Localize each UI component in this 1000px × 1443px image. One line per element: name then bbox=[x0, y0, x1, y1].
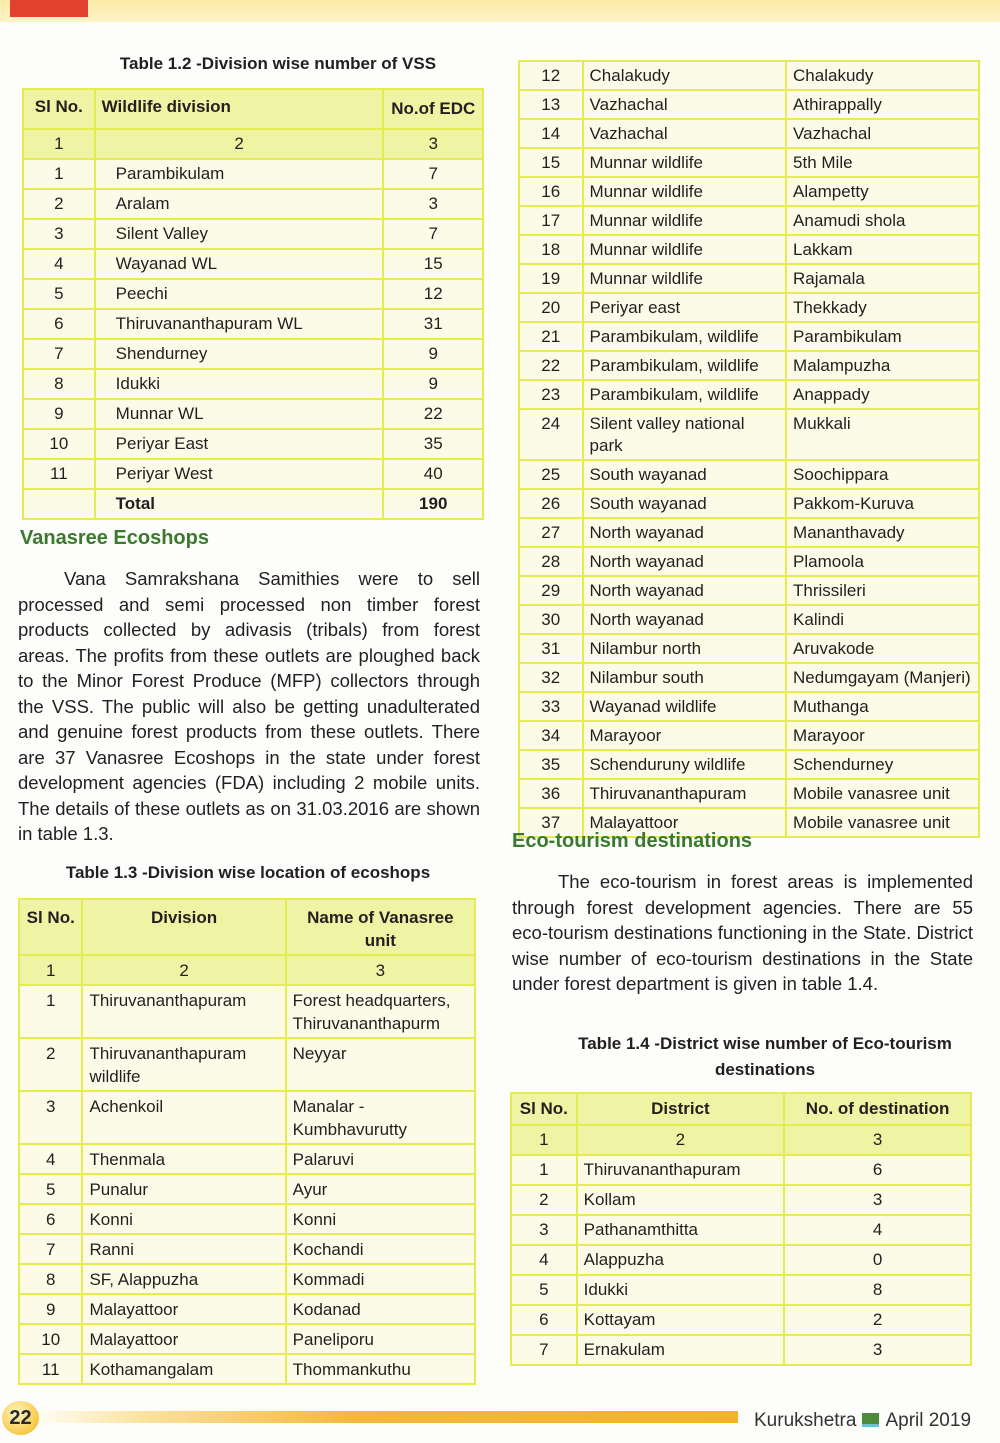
vanasree-unit-cell: Anamudi shola bbox=[786, 206, 979, 235]
sl-no-cell: 32 bbox=[519, 663, 583, 692]
wildlife-division-cell: Aralam bbox=[95, 189, 384, 219]
vanasree-unit-cell: Alampetty bbox=[786, 177, 979, 206]
sl-no-cell: 9 bbox=[23, 399, 95, 429]
division-cell: Chalakudy bbox=[583, 61, 787, 90]
sl-no-cell: 8 bbox=[19, 1264, 82, 1294]
vanasree-unit-cell: Paneliporu bbox=[286, 1324, 475, 1354]
magazine-name: Kurukshetra bbox=[754, 1410, 857, 1431]
wildlife-division-cell: Periyar East bbox=[95, 429, 384, 459]
vanasree-unit-cell: Soochippara bbox=[786, 460, 979, 489]
sl-no-cell: 5 bbox=[19, 1174, 82, 1204]
destination-count-cell: 4 bbox=[784, 1215, 971, 1245]
wildlife-division-cell: Idukki bbox=[95, 369, 384, 399]
table-row bbox=[519, 605, 979, 634]
division-cell: South wayanad bbox=[583, 460, 787, 489]
wildlife-division-cell: Wayanad WL bbox=[95, 249, 384, 279]
ecoshops-paragraph bbox=[18, 566, 480, 847]
wildlife-division-cell: Munnar WL bbox=[95, 399, 384, 429]
sl-no-cell: 4 bbox=[19, 1144, 82, 1174]
division-cell: Wayanad wildlife bbox=[583, 692, 787, 721]
table-row bbox=[511, 1215, 971, 1245]
sl-no-cell: 14 bbox=[519, 119, 583, 148]
table-row bbox=[23, 369, 483, 399]
district-cell: Kottayam bbox=[577, 1305, 784, 1335]
vanasree-unit-cell: Vazhachal bbox=[786, 119, 979, 148]
square-separator-icon bbox=[862, 1413, 879, 1427]
division-cell: North wayanad bbox=[583, 518, 787, 547]
total-value: 190 bbox=[383, 489, 483, 519]
district-cell: Pathanamthitta bbox=[577, 1215, 784, 1245]
sl-no-cell: 6 bbox=[19, 1204, 82, 1234]
table-header-row bbox=[511, 1093, 971, 1125]
column-number-cell: 2 bbox=[95, 129, 384, 159]
header-division: Division bbox=[82, 899, 285, 955]
sl-no-cell: 7 bbox=[23, 339, 95, 369]
table-header-row bbox=[23, 89, 483, 129]
table-row bbox=[19, 1144, 475, 1174]
sl-no-cell: 6 bbox=[511, 1305, 577, 1335]
edc-count-cell: 12 bbox=[383, 279, 483, 309]
edc-count-cell: 7 bbox=[383, 219, 483, 249]
table-row bbox=[19, 1324, 475, 1354]
table-row bbox=[519, 460, 979, 489]
division-cell: North wayanad bbox=[583, 576, 787, 605]
destination-count-cell: 2 bbox=[784, 1305, 971, 1335]
top-red-accent bbox=[10, 0, 88, 17]
table-row bbox=[19, 1234, 475, 1264]
wildlife-division-cell: Periyar West bbox=[95, 459, 384, 489]
division-cell: Vazhachal bbox=[583, 119, 787, 148]
wildlife-division-cell: Shendurney bbox=[95, 339, 384, 369]
division-cell: Thiruvananthapuram bbox=[82, 985, 285, 1038]
edc-count-cell: 9 bbox=[383, 369, 483, 399]
sl-no-cell: 10 bbox=[23, 429, 95, 459]
column-number-cell: 3 bbox=[286, 955, 475, 985]
wildlife-division-cell: Parambikulam bbox=[95, 159, 384, 189]
total-label: Total bbox=[95, 489, 384, 519]
vanasree-unit-cell: Malampuzha bbox=[786, 351, 979, 380]
table-row bbox=[519, 779, 979, 808]
division-cell: Parambikulam, wildlife bbox=[583, 322, 787, 351]
division-cell: Punalur bbox=[82, 1174, 285, 1204]
sl-no-cell: 2 bbox=[23, 189, 95, 219]
sl-no-cell: 26 bbox=[519, 489, 583, 518]
table-1-3-title: Table 1.3 -Division wise location of ecoshops bbox=[65, 863, 431, 882]
table-row bbox=[519, 576, 979, 605]
vanasree-unit-cell: Palaruvi bbox=[286, 1144, 475, 1174]
section-heading-eco-tourism: Eco-tourism destinations bbox=[512, 830, 753, 852]
table-1-2-title: Table 1.2 -Division wise number of VSS bbox=[119, 54, 437, 73]
table-row bbox=[23, 459, 483, 489]
vanasree-unit-cell: Kochandi bbox=[286, 1234, 475, 1264]
division-cell: Malayattoor bbox=[82, 1294, 285, 1324]
sl-no-cell: 25 bbox=[519, 460, 583, 489]
column-number-cell: 1 bbox=[23, 129, 95, 159]
wildlife-division-cell: Peechi bbox=[95, 279, 384, 309]
division-cell: Malayattoor bbox=[82, 1324, 285, 1354]
column-number-cell: 3 bbox=[784, 1125, 971, 1155]
vanasree-unit-cell: Plamoola bbox=[786, 547, 979, 576]
sl-no-cell: 12 bbox=[519, 61, 583, 90]
table-row bbox=[23, 159, 483, 189]
vanasree-unit-cell: Thrissileri bbox=[786, 576, 979, 605]
table-row bbox=[19, 1294, 475, 1324]
sl-no-cell: 27 bbox=[519, 518, 583, 547]
vanasree-unit-cell: Ayur bbox=[286, 1174, 475, 1204]
table-row bbox=[519, 322, 979, 351]
table-row bbox=[23, 339, 483, 369]
vanasree-unit-cell: Schendurney bbox=[786, 750, 979, 779]
vanasree-unit-cell: Mukkali bbox=[786, 409, 979, 460]
table-row bbox=[511, 1185, 971, 1215]
table-row bbox=[511, 1245, 971, 1275]
sl-no-cell: 23 bbox=[519, 380, 583, 409]
column-number-row bbox=[23, 129, 483, 159]
vanasree-unit-cell: Aruvakode bbox=[786, 634, 979, 663]
destination-count-cell: 8 bbox=[784, 1275, 971, 1305]
table-row bbox=[519, 721, 979, 750]
page-number-badge: 22 bbox=[2, 1401, 39, 1435]
sl-no-cell: 18 bbox=[519, 235, 583, 264]
table-row bbox=[19, 1354, 475, 1384]
table-row bbox=[511, 1155, 971, 1185]
sl-no-cell: 13 bbox=[519, 90, 583, 119]
table-row bbox=[19, 1264, 475, 1294]
table-row bbox=[19, 1091, 475, 1144]
column-number-cell: 2 bbox=[577, 1125, 784, 1155]
destination-count-cell: 3 bbox=[784, 1185, 971, 1215]
sl-no-cell: 7 bbox=[511, 1335, 577, 1365]
table-row bbox=[519, 148, 979, 177]
sl-no-cell: 1 bbox=[19, 985, 82, 1038]
ecotourism-paragraph-text: The eco-tourism in forest areas is implemented through forest development agencies. There are 55 eco-tourism destinations functioning in the State. District wise number of eco-tourism destinations in the State under forest department is given in table 1.4. bbox=[512, 871, 973, 994]
sl-no-cell: 7 bbox=[19, 1234, 82, 1264]
sl-no-cell: 33 bbox=[519, 692, 583, 721]
column-number-cell: 1 bbox=[19, 955, 82, 985]
sl-no-cell: 8 bbox=[23, 369, 95, 399]
division-cell: Konni bbox=[82, 1204, 285, 1234]
table-row bbox=[519, 235, 979, 264]
division-cell: Achenkoil bbox=[82, 1091, 285, 1144]
sl-no-cell: 11 bbox=[19, 1354, 82, 1384]
sl-no-cell: 2 bbox=[511, 1185, 577, 1215]
table-row bbox=[519, 206, 979, 235]
division-cell: North wayanad bbox=[583, 547, 787, 576]
division-cell: Thiruvananthapuram wildlife bbox=[82, 1038, 285, 1091]
header-sl-no: Sl No. bbox=[511, 1093, 577, 1125]
table-row bbox=[519, 90, 979, 119]
division-cell: Marayoor bbox=[583, 721, 787, 750]
sl-no-cell: 9 bbox=[19, 1294, 82, 1324]
wildlife-division-cell: Thiruvananthapuram WL bbox=[95, 309, 384, 339]
edc-count-cell: 15 bbox=[383, 249, 483, 279]
sl-no-cell: 3 bbox=[511, 1215, 577, 1245]
vanasree-unit-cell: Kodanad bbox=[286, 1294, 475, 1324]
column-number-cell: 3 bbox=[383, 129, 483, 159]
vanasree-unit-cell: Muthanga bbox=[786, 692, 979, 721]
sl-no-cell: 28 bbox=[519, 547, 583, 576]
table-row bbox=[519, 663, 979, 692]
header-sl-no: Sl No. bbox=[23, 89, 95, 129]
edc-count-cell: 7 bbox=[383, 159, 483, 189]
vanasree-unit-cell: Nedumgayam (Manjeri) bbox=[786, 663, 979, 692]
table-row bbox=[511, 1305, 971, 1335]
header-vanasree-unit: Name of Vanasree unit bbox=[286, 899, 475, 955]
division-cell: Nilambur north bbox=[583, 634, 787, 663]
vanasree-unit-cell: Thekkady bbox=[786, 293, 979, 322]
division-cell: Thenmala bbox=[82, 1144, 285, 1174]
division-cell: Thiruvananthapuram bbox=[583, 779, 787, 808]
sl-no-cell: 30 bbox=[519, 605, 583, 634]
sl-no-cell: 16 bbox=[519, 177, 583, 206]
sl-no-cell: 37 bbox=[519, 808, 583, 837]
vanasree-unit-cell: Konni bbox=[286, 1204, 475, 1234]
sl-no-cell: 5 bbox=[23, 279, 95, 309]
division-cell: Munnar wildlife bbox=[583, 235, 787, 264]
vanasree-unit-cell: Marayoor bbox=[786, 721, 979, 750]
destination-count-cell: 6 bbox=[784, 1155, 971, 1185]
destination-count-cell: 0 bbox=[784, 1245, 971, 1275]
footer-decorative-bar bbox=[38, 1411, 738, 1423]
vanasree-unit-cell: Parambikulam bbox=[786, 322, 979, 351]
division-cell: South wayanad bbox=[583, 489, 787, 518]
sl-no-cell: 3 bbox=[23, 219, 95, 249]
sl-no-cell: 4 bbox=[23, 249, 95, 279]
division-cell: Ranni bbox=[82, 1234, 285, 1264]
sl-no-cell: 10 bbox=[19, 1324, 82, 1354]
sl-no-cell: 4 bbox=[511, 1245, 577, 1275]
division-cell: Munnar wildlife bbox=[583, 206, 787, 235]
table-row bbox=[23, 279, 483, 309]
vanasree-unit-cell: Mobile vanasree unit bbox=[786, 808, 979, 837]
table-row bbox=[19, 1174, 475, 1204]
ecotourism-paragraph bbox=[512, 869, 973, 997]
district-cell: Ernakulam bbox=[577, 1335, 784, 1365]
table-1-4 bbox=[510, 1092, 972, 1366]
footer-masthead bbox=[754, 1410, 971, 1432]
sl-no-cell: 36 bbox=[519, 779, 583, 808]
sl-no-cell: 1 bbox=[511, 1155, 577, 1185]
table-row bbox=[519, 264, 979, 293]
table-1-3-continued bbox=[518, 60, 980, 838]
sl-no-cell: 1 bbox=[23, 159, 95, 189]
header-wildlife-division: Wildlife division bbox=[95, 89, 384, 129]
table-row bbox=[19, 1038, 475, 1091]
edc-count-cell: 22 bbox=[383, 399, 483, 429]
table-row bbox=[23, 309, 483, 339]
table-row bbox=[519, 547, 979, 576]
column-number-row bbox=[511, 1125, 971, 1155]
ecoshops-paragraph-text: Vana Samrakshana Samithies were to sell processed and semi processed non timber forest products collected by adivasis (tribals) from forest areas. The profits from these outlets are ploughed back to the Minor Forest Produce (MFP) collectors through the VSS. The public will also be getting unadulterated and genuine forest products from these outlets. There are 37 Vanasree Ecoshops in the state under forest development agencies (FDA) including 2 mobile units. The details of these outlets as on 31.03.2016 are shown in table 1.3. bbox=[18, 568, 480, 844]
issue-date: April 2019 bbox=[885, 1410, 972, 1431]
vanasree-unit-cell: Pakkom-Kuruva bbox=[786, 489, 979, 518]
division-cell: Periyar east bbox=[583, 293, 787, 322]
sl-no-cell: 17 bbox=[519, 206, 583, 235]
sl-no-cell: 24 bbox=[519, 409, 583, 460]
vanasree-unit-cell: Mobile vanasree unit bbox=[786, 779, 979, 808]
vanasree-unit-cell: Neyyar bbox=[286, 1038, 475, 1091]
header-sl-no: Sl No. bbox=[19, 899, 82, 955]
top-decorative-band bbox=[0, 0, 1000, 22]
division-cell: Munnar wildlife bbox=[583, 264, 787, 293]
table-1-2 bbox=[22, 88, 484, 520]
sl-no-cell: 34 bbox=[519, 721, 583, 750]
sl-no-cell: 21 bbox=[519, 322, 583, 351]
division-cell: Silent valley national park bbox=[583, 409, 787, 460]
district-cell: Kollam bbox=[577, 1185, 784, 1215]
column-number-row bbox=[19, 955, 475, 985]
sl-no-cell: 20 bbox=[519, 293, 583, 322]
table-row bbox=[519, 119, 979, 148]
sl-no-cell: 22 bbox=[519, 351, 583, 380]
division-cell: Parambikulam, wildlife bbox=[583, 380, 787, 409]
edc-count-cell: 31 bbox=[383, 309, 483, 339]
table-1-4-title: Table 1.4 -District wise number of Eco-tourism destinations bbox=[578, 1034, 952, 1079]
sl-no-cell: 2 bbox=[19, 1038, 82, 1091]
edc-count-cell: 9 bbox=[383, 339, 483, 369]
table-row bbox=[23, 429, 483, 459]
table-row bbox=[511, 1335, 971, 1365]
vanasree-unit-cell: Athirappally bbox=[786, 90, 979, 119]
header-no-of-edc: No.of EDC bbox=[383, 89, 483, 129]
vanasree-unit-cell: Manalar - Kumbhavurutty bbox=[286, 1091, 475, 1144]
vanasree-unit-cell: Kalindi bbox=[786, 605, 979, 634]
table-row bbox=[519, 518, 979, 547]
destination-count-cell: 3 bbox=[784, 1335, 971, 1365]
wildlife-division-cell: Silent Valley bbox=[95, 219, 384, 249]
sl-no-cell: 15 bbox=[519, 148, 583, 177]
table-row bbox=[519, 489, 979, 518]
total-row bbox=[23, 489, 483, 519]
vanasree-unit-cell: Mananthavady bbox=[786, 518, 979, 547]
sl-no-cell: 11 bbox=[23, 459, 95, 489]
table-header-row bbox=[19, 899, 475, 955]
table-row bbox=[519, 634, 979, 663]
edc-count-cell: 35 bbox=[383, 429, 483, 459]
table-1-3 bbox=[18, 898, 476, 1385]
column-number-cell: 2 bbox=[82, 955, 285, 985]
column-number-cell: 1 bbox=[511, 1125, 577, 1155]
header-district: District bbox=[577, 1093, 784, 1125]
vanasree-unit-cell: Kommadi bbox=[286, 1264, 475, 1294]
division-cell: Parambikulam, wildlife bbox=[583, 351, 787, 380]
division-cell: SF, Alappuzha bbox=[82, 1264, 285, 1294]
division-cell: North wayanad bbox=[583, 605, 787, 634]
table-row bbox=[519, 692, 979, 721]
division-cell: Vazhachal bbox=[583, 90, 787, 119]
vanasree-unit-cell: Rajamala bbox=[786, 264, 979, 293]
table-row bbox=[511, 1275, 971, 1305]
edc-count-cell: 40 bbox=[383, 459, 483, 489]
sl-no-cell: 29 bbox=[519, 576, 583, 605]
table-row bbox=[519, 177, 979, 206]
sl-no-cell: 3 bbox=[19, 1091, 82, 1144]
table-row bbox=[23, 249, 483, 279]
sl-no-cell: 6 bbox=[23, 309, 95, 339]
sl-no-cell: 19 bbox=[519, 264, 583, 293]
division-cell: Malayattoor bbox=[583, 808, 787, 837]
vanasree-unit-cell: Forest headquarters, Thiruvananthapurm bbox=[286, 985, 475, 1038]
vanasree-unit-cell: Lakkam bbox=[786, 235, 979, 264]
division-cell: Schenduruny wildlife bbox=[583, 750, 787, 779]
sl-no-cell: 5 bbox=[511, 1275, 577, 1305]
header-no-of-destination: No. of destination bbox=[784, 1093, 971, 1125]
table-row bbox=[23, 189, 483, 219]
vanasree-unit-cell: 5th Mile bbox=[786, 148, 979, 177]
vanasree-unit-cell: Chalakudy bbox=[786, 61, 979, 90]
sl-no-cell: 35 bbox=[519, 750, 583, 779]
vanasree-unit-cell: Anappady bbox=[786, 380, 979, 409]
table-row bbox=[519, 750, 979, 779]
table-row bbox=[23, 399, 483, 429]
district-cell: Alappuzha bbox=[577, 1245, 784, 1275]
table-row bbox=[19, 1204, 475, 1234]
table-row bbox=[19, 985, 475, 1038]
district-cell: Thiruvananthapuram bbox=[577, 1155, 784, 1185]
table-row bbox=[519, 380, 979, 409]
division-cell: Nilambur south bbox=[583, 663, 787, 692]
edc-count-cell: 3 bbox=[383, 189, 483, 219]
section-heading-vanasree-ecoshops: Vanasree Ecoshops bbox=[20, 527, 209, 549]
table-row bbox=[519, 293, 979, 322]
table-row bbox=[519, 351, 979, 380]
district-cell: Idukki bbox=[577, 1275, 784, 1305]
table-row bbox=[519, 409, 979, 460]
sl-no-cell: 31 bbox=[519, 634, 583, 663]
division-cell: Kothamangalam bbox=[82, 1354, 285, 1384]
vanasree-unit-cell: Thommankuthu bbox=[286, 1354, 475, 1384]
division-cell: Munnar wildlife bbox=[583, 177, 787, 206]
total-empty-cell bbox=[23, 489, 95, 519]
table-row bbox=[23, 219, 483, 249]
table-row bbox=[519, 61, 979, 90]
division-cell: Munnar wildlife bbox=[583, 148, 787, 177]
